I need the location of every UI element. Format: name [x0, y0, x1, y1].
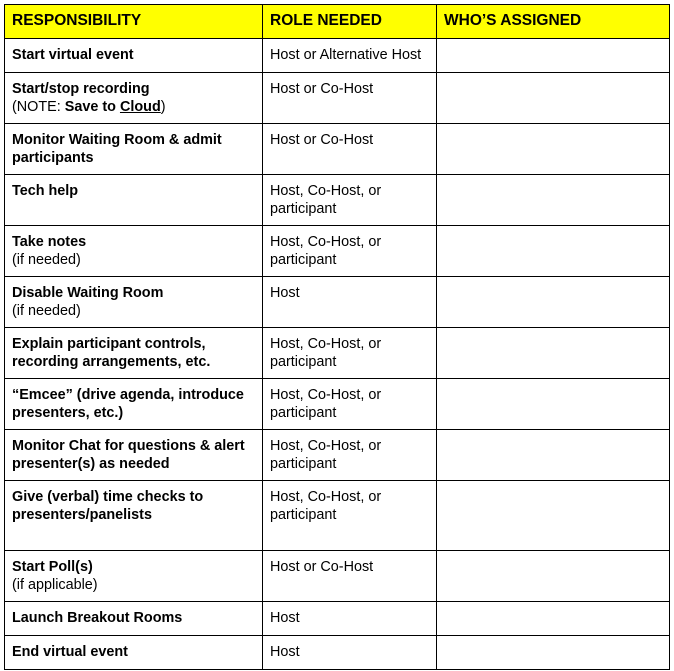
- responsibility-cell: [5, 379, 263, 430]
- note-bold-text: Save to: [64, 99, 120, 115]
- note-suffix: ): [160, 99, 166, 115]
- table-row: [5, 39, 670, 73]
- note-prefix: (NOTE:: [12, 99, 65, 115]
- header-responsibility: RESPONSIBILITY: [5, 5, 263, 39]
- responsibility-cell: [5, 328, 263, 379]
- cloud-link[interactable]: Cloud: [119, 99, 161, 115]
- table-row: [5, 73, 670, 124]
- responsibility-cell: [5, 430, 263, 481]
- responsibility-text: Tech help: [12, 183, 79, 199]
- assigned-cell[interactable]: [437, 636, 670, 670]
- assigned-cell[interactable]: [437, 226, 670, 277]
- table-row: [5, 175, 670, 226]
- table-row: [5, 481, 670, 551]
- responsibility-cell: [5, 39, 263, 73]
- table-row: [5, 602, 670, 636]
- responsibility-cell: [5, 226, 263, 277]
- assigned-cell[interactable]: [437, 73, 670, 124]
- responsibility-text: Start virtual event: [12, 47, 134, 63]
- responsibility-cell: [5, 175, 263, 226]
- assigned-cell[interactable]: [437, 277, 670, 328]
- role-cell: Host, Co-Host, or participant: [263, 175, 437, 226]
- responsibility-text: Monitor Waiting Room & admit participants: [12, 132, 222, 166]
- table-row: [5, 277, 670, 328]
- responsibility-text: Take notes: [12, 234, 87, 250]
- table-row: [5, 430, 670, 481]
- role-cell: Host: [263, 636, 437, 670]
- header-row: [5, 5, 670, 39]
- role-cell: Host, Co-Host, or participant: [263, 328, 437, 379]
- responsibility-table: [4, 4, 670, 670]
- responsibility-cell: [5, 277, 263, 328]
- role-cell: Host, Co-Host, or participant: [263, 481, 437, 551]
- responsibility-note: [12, 98, 255, 116]
- table-row: [5, 379, 670, 430]
- assigned-cell[interactable]: [437, 175, 670, 226]
- responsibility-cell: [5, 602, 263, 636]
- responsibility-cell: [5, 481, 263, 551]
- assigned-cell[interactable]: [437, 551, 670, 602]
- assigned-cell[interactable]: [437, 124, 670, 175]
- role-cell: Host or Co-Host: [263, 551, 437, 602]
- role-cell: Host: [263, 277, 437, 328]
- responsibility-cell: [5, 73, 263, 124]
- header-whos-assigned: WHO’S ASSIGNED: [437, 5, 670, 39]
- role-cell: Host or Alternative Host: [263, 39, 437, 73]
- assigned-cell[interactable]: [437, 430, 670, 481]
- role-cell: Host, Co-Host, or participant: [263, 430, 437, 481]
- responsibility-text: Disable Waiting Room: [12, 285, 164, 301]
- assigned-cell[interactable]: [437, 481, 670, 551]
- role-cell: Host: [263, 602, 437, 636]
- table-row: [5, 551, 670, 602]
- responsibility-text: Start/stop recording: [12, 81, 150, 97]
- assigned-cell[interactable]: [437, 328, 670, 379]
- responsibility-text: Monitor Chat for questions & alert presenter(s) as needed: [12, 438, 245, 472]
- responsibility-text: Give (verbal) time checks to presenters/panelists: [12, 489, 204, 523]
- responsibility-text: Start Poll(s): [12, 559, 93, 575]
- responsibility-cell: [5, 124, 263, 175]
- assigned-cell[interactable]: [437, 39, 670, 73]
- assigned-cell[interactable]: [437, 379, 670, 430]
- responsibility-cell: [5, 551, 263, 602]
- responsibility-text: End virtual event: [12, 644, 128, 660]
- responsibility-note: (if needed): [12, 303, 81, 319]
- table-row: [5, 636, 670, 670]
- table-row: [5, 226, 670, 277]
- role-cell: Host or Co-Host: [263, 124, 437, 175]
- assigned-cell[interactable]: [437, 602, 670, 636]
- responsibility-text: Explain participant controls, recording arrangements, etc.: [12, 336, 211, 370]
- role-cell: Host or Co-Host: [263, 73, 437, 124]
- responsibility-note: (if applicable): [12, 577, 98, 593]
- role-cell: Host, Co-Host, or participant: [263, 379, 437, 430]
- header-role-needed: ROLE NEEDED: [263, 5, 437, 39]
- responsibility-text: Launch Breakout Rooms: [12, 610, 183, 626]
- responsibility-cell: [5, 636, 263, 670]
- table-row: [5, 124, 670, 175]
- role-cell: Host, Co-Host, or participant: [263, 226, 437, 277]
- responsibility-note: (if needed): [12, 252, 81, 268]
- responsibility-text: “Emcee” (drive agenda, introduce presenters, etc.): [12, 387, 244, 421]
- table-row: [5, 328, 670, 379]
